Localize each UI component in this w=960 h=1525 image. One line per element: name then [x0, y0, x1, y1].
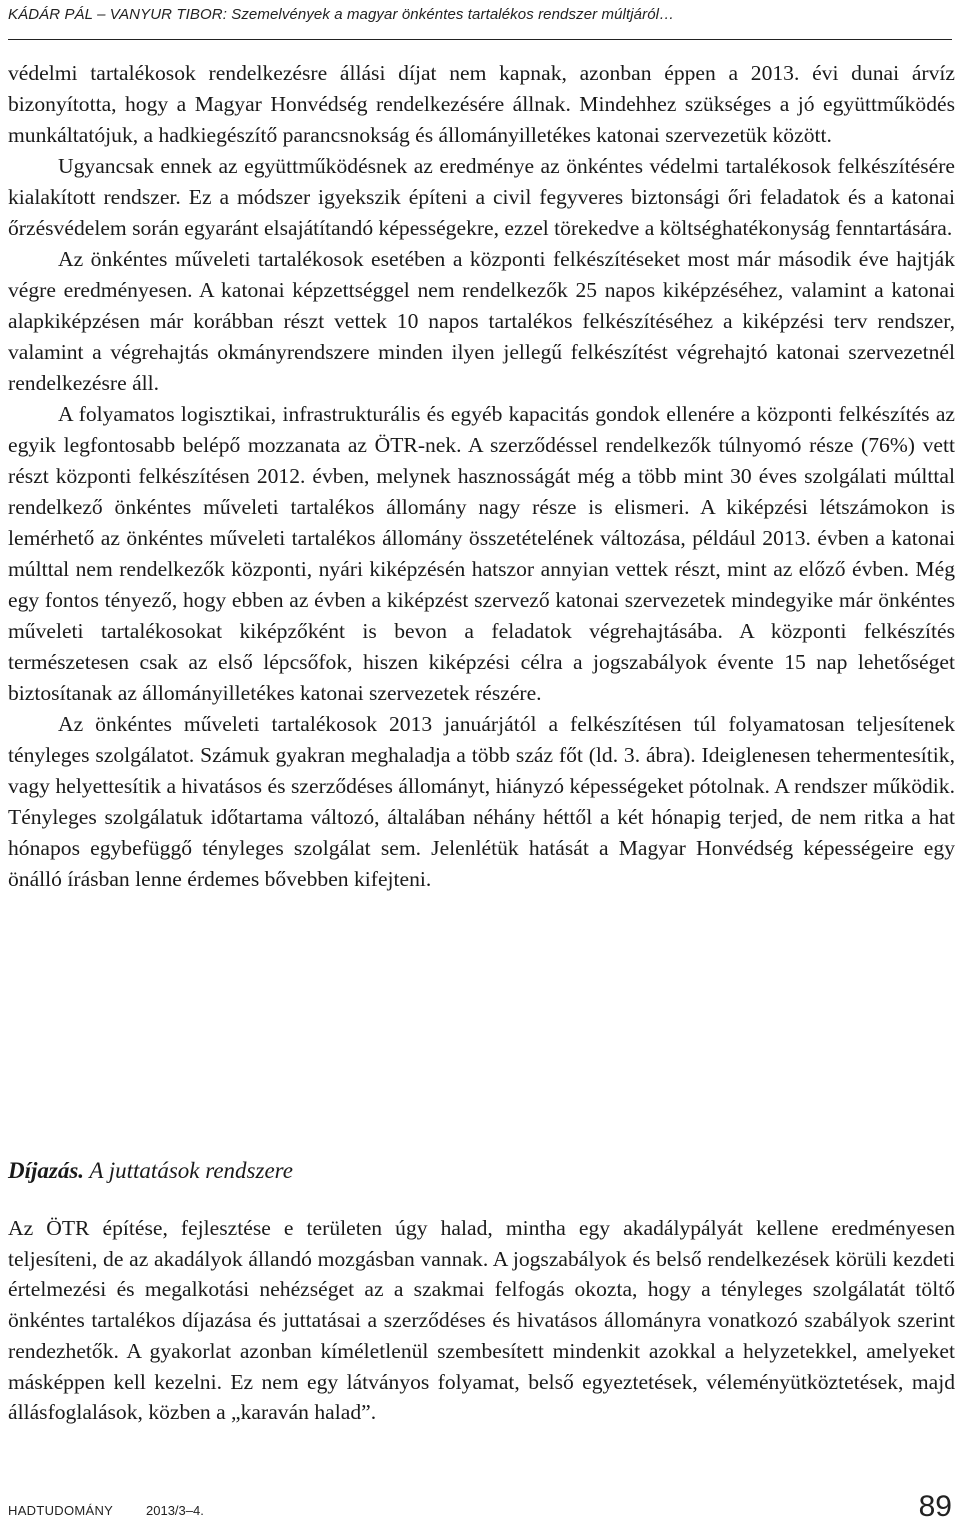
section-heading: [8, 1158, 293, 1184]
article-body: [8, 58, 955, 895]
paragraph-2: Ugyancsak ennek az együttműködésnek az eredménye az önkéntes védelmi tartalékosok felkészítésére kialakított rendszer. Ez a módszer igyekszik építeni a civil fegyveres biztonsági őri feladatok és a katonai őrzésvédelem során egyaránt elsajátítandó képességekre, ezzel törekedve a költséghatékonyság fenntartására.: [8, 154, 955, 240]
header-rule: [8, 39, 952, 40]
page-number: 89: [918, 1490, 952, 1523]
section-body: [8, 1213, 955, 1428]
paragraph-1: védelmi tartalékosok rendelkezésre állási díjat nem kapnak, azonban éppen a 2013. évi dunai árvíz bizonyította, hogy a Magyar Honvédség rendelkezésére állnak. Mindehhez szükséges a jó együttműködés munkáltatójuk, a hadkiegészítő parancsnokság és állományilletékes katonai szervezetük között.: [8, 61, 955, 147]
paragraph-4: A folyamatos logisztikai, infrastrukturális és egyéb kapacitás gondok ellenére a központi felkészítés az egyik legfontosabb belépő mozzanata az ÖTR-nek. A szerződéssel rendelkezők túlnyomó része (76%) vett részt központi felkészítésen 2012. évben, melynek hasznosságát még a több mint 30 éves szolgálati múlttal rendelkező önkéntes műveleti tartalékos állomány nagy része is elismeri. A kiképzési létszámokon is lemérhető az önkéntes műveleti tartalékos állomány összetételének változása, például 2013. évben a katonai múlttal nem rendelkezők központi, nyári kiképzésén hatszor annyian vettek részt, mint az előző évben. Még egy fontos tényező, hogy ebben az évben a kiképzést szervező katonai szervezetek mindegyike már önkéntes műveleti tartalékosokat kiképzőként is bevon a feladatok végrehajtásába. A központi felkészítés természetesen csak az első lépcsőfok, hiszen kiképzési célra a jogszabályok évente 15 nap lehetőséget biztosítanak az állományilletékes katonai szervezetek részére.: [8, 402, 955, 705]
paragraph-3: Az önkéntes műveleti tartalékosok esetében a központi felkészítéseket most már második éve hajtják végre eredményesen. A katonai képzettséggel nem rendelkezők 25 napos kiképzéséhez, valamint a katonai alapkiképzésen már korábban részt vettek 10 napos tartalékos felkészítéséhez a kiképzési terv rendszer, valamint a végrehajtás okmányrendszere minden ilyen jellegű felkészítést végrehajtó katonai szervezetnél rendelkezésre áll.: [8, 247, 955, 395]
section-heading-bold: Díjazás.: [8, 1158, 85, 1183]
journal-name: HADTUDOMÁNY: [8, 1503, 114, 1518]
page-footer: [8, 1488, 952, 1523]
section-heading-rest: A juttatások rendszere: [84, 1158, 293, 1183]
running-head: KÁDÁR PÁL – VANYUR TIBOR: Szemelvények a magyar önkéntes tartalékos rendszer múltjáról…: [8, 6, 675, 23]
paragraph-5: Az önkéntes műveleti tartalékosok 2013 januárjától a felkészítésen túl folyamatosan teljesítenek tényleges szolgálatot. Számuk gyakran meghaladja a több száz főt (ld. 3. ábra). Ideiglenesen tehermentesítik, vagy helyettesítik a hivatásos és szerződéses állományt, hiányzó képességeket pótolnak. A rendszer működik. Tényleges szolgálatuk időtartama változó, általában néhány héttől a két hónapig terjed, de nem ritka a hat hónapos egybefüggő tényleges szolgálat sem. Jelenlétük hatását a Magyar Honvédség képességeire egy önálló írásban lenne érdemes bővebben kifejteni.: [8, 712, 955, 891]
section-paragraph-1: Az ÖTR építése, fejlesztése e területen úgy halad, mintha egy akadálypályát kellene eredményesen teljesíteni, de az akadályok állandó mozgásban vannak. A jogszabályok és belső rendelkezések körüli kezdeti értelmezési és megalkotási nehézséget az a szakmai felfogás okozta, hogy a tényleges szolgálatát töltő önkéntes tartalékos díjazása és juttatásai a szerződéses és hivatásos állományra vonatkozó szabályok szerint rendezhetők. A gyakorlat azonban kíméletlenül szembesített mindenkit azokkal a helyzetekkel, amelyeket másképpen kell kezelni. Ez nem egy látványos folyamat, belső egyeztetések, véleményütköztetések, majd állásfoglalások, közben a „karaván halad”.: [8, 1216, 955, 1425]
issue-number: 2013/3–4.: [146, 1503, 204, 1518]
